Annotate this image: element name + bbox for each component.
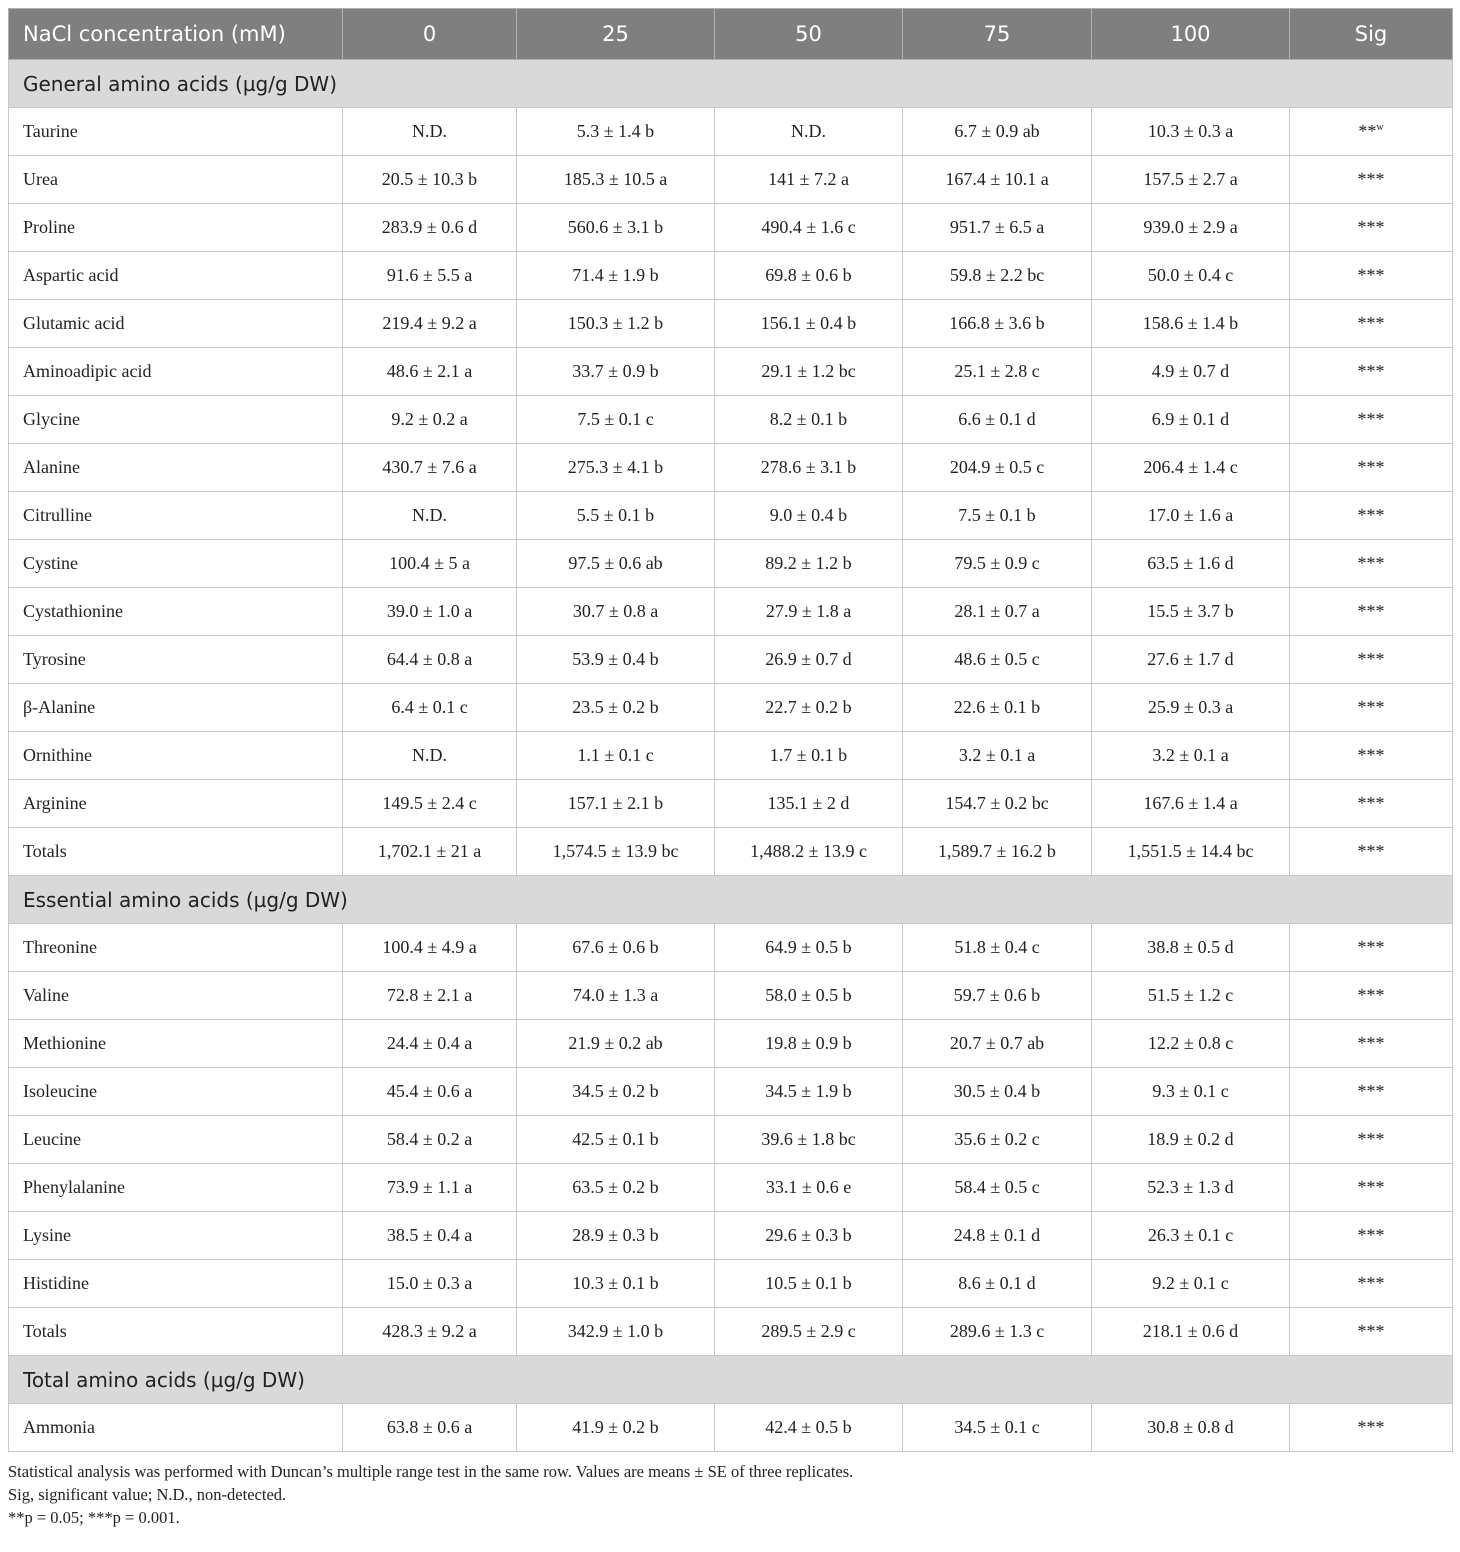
sig-value: *** [1357, 505, 1385, 525]
value-cell: 20.5 ± 10.3 b [343, 156, 517, 204]
table-row [9, 252, 1453, 300]
value-cell: 7.5 ± 0.1 c [517, 396, 715, 444]
sig-cell [1290, 204, 1453, 252]
sig-cell [1290, 924, 1453, 972]
sig-cell [1290, 492, 1453, 540]
amino-acid-name: Ornithine [9, 732, 343, 780]
sig-cell [1290, 1260, 1453, 1308]
value-cell: 97.5 ± 0.6 ab [517, 540, 715, 588]
table-row [9, 396, 1453, 444]
sig-cell [1290, 108, 1453, 156]
value-cell: N.D. [715, 108, 903, 156]
table-row [9, 828, 1453, 876]
table-row [9, 492, 1453, 540]
value-cell: 18.9 ± 0.2 d [1092, 1116, 1290, 1164]
value-cell: 64.9 ± 0.5 b [715, 924, 903, 972]
value-cell: 100.4 ± 4.9 a [343, 924, 517, 972]
sig-value: *** [1357, 1033, 1385, 1053]
amino-acid-name: Totals [9, 828, 343, 876]
section-title: General amino acids (µg/g DW) [9, 60, 1453, 108]
header-25-mm: 25 [517, 9, 715, 60]
value-cell: 72.8 ± 2.1 a [343, 972, 517, 1020]
sig-value: *** [1357, 361, 1385, 381]
value-cell: 135.1 ± 2 d [715, 780, 903, 828]
value-cell: 149.5 ± 2.4 c [343, 780, 517, 828]
sig-cell [1290, 348, 1453, 396]
amino-acid-name: Ammonia [9, 1404, 343, 1452]
value-cell: 560.6 ± 3.1 b [517, 204, 715, 252]
value-cell: 51.5 ± 1.2 c [1092, 972, 1290, 1020]
sig-value: *** [1357, 457, 1385, 477]
sig-value: *** [1357, 1417, 1385, 1437]
value-cell: 1,702.1 ± 21 a [343, 828, 517, 876]
table-row [9, 300, 1453, 348]
sig-cell [1290, 828, 1453, 876]
value-cell: 430.7 ± 7.6 a [343, 444, 517, 492]
sig-cell [1290, 300, 1453, 348]
header-50-mm: 50 [715, 9, 903, 60]
sig-value: *** [1357, 217, 1385, 237]
amino-acid-name: Valine [9, 972, 343, 1020]
value-cell: 6.4 ± 0.1 c [343, 684, 517, 732]
sig-cell [1290, 732, 1453, 780]
section-title: Essential amino acids (µg/g DW) [9, 876, 1453, 924]
value-cell: 63.8 ± 0.6 a [343, 1404, 517, 1452]
sig-value: *** [1357, 841, 1385, 861]
value-cell: 50.0 ± 0.4 c [1092, 252, 1290, 300]
value-cell: 9.3 ± 0.1 c [1092, 1068, 1290, 1116]
table-row [9, 588, 1453, 636]
table-row [9, 1260, 1453, 1308]
value-cell: 157.1 ± 2.1 b [517, 780, 715, 828]
section-title: Total amino acids (µg/g DW) [9, 1356, 1453, 1404]
sig-value: *** [1357, 169, 1385, 189]
value-cell: 48.6 ± 0.5 c [903, 636, 1092, 684]
value-cell: 3.2 ± 0.1 a [903, 732, 1092, 780]
value-cell: 10.5 ± 0.1 b [715, 1260, 903, 1308]
value-cell: 69.8 ± 0.6 b [715, 252, 903, 300]
value-cell: 42.5 ± 0.1 b [517, 1116, 715, 1164]
value-cell: 9.0 ± 0.4 b [715, 492, 903, 540]
value-cell: 34.5 ± 1.9 b [715, 1068, 903, 1116]
sig-cell [1290, 588, 1453, 636]
value-cell: 428.3 ± 9.2 a [343, 1308, 517, 1356]
value-cell: 278.6 ± 3.1 b [715, 444, 903, 492]
sig-cell [1290, 1404, 1453, 1452]
amino-acid-name: Arginine [9, 780, 343, 828]
sig-value: *** [1357, 649, 1385, 669]
section-header-row [9, 60, 1453, 108]
value-cell: 30.5 ± 0.4 b [903, 1068, 1092, 1116]
value-cell: 67.6 ± 0.6 b [517, 924, 715, 972]
value-cell: 141 ± 7.2 a [715, 156, 903, 204]
table-row [9, 156, 1453, 204]
table-header-row [9, 9, 1453, 60]
value-cell: 34.5 ± 0.1 c [903, 1404, 1092, 1452]
value-cell: 24.8 ± 0.1 d [903, 1212, 1092, 1260]
section-header-row [9, 1356, 1453, 1404]
amino-acid-table [8, 8, 1453, 1452]
value-cell: 5.5 ± 0.1 b [517, 492, 715, 540]
sig-value: *** [1357, 1177, 1385, 1197]
value-cell: 289.6 ± 1.3 c [903, 1308, 1092, 1356]
sig-value: *** [1357, 601, 1385, 621]
sig-cell [1290, 252, 1453, 300]
value-cell: 63.5 ± 1.6 d [1092, 540, 1290, 588]
value-cell: 283.9 ± 0.6 d [343, 204, 517, 252]
sig-value: *** [1357, 1321, 1385, 1341]
value-cell: 26.9 ± 0.7 d [715, 636, 903, 684]
value-cell: 45.4 ± 0.6 a [343, 1068, 517, 1116]
value-cell: 73.9 ± 1.1 a [343, 1164, 517, 1212]
sig-cell [1290, 1020, 1453, 1068]
value-cell: 10.3 ± 0.1 b [517, 1260, 715, 1308]
amino-acid-name: Lysine [9, 1212, 343, 1260]
value-cell: 10.3 ± 0.3 a [1092, 108, 1290, 156]
table-row [9, 1164, 1453, 1212]
value-cell: 29.1 ± 1.2 bc [715, 348, 903, 396]
value-cell: 26.3 ± 0.1 c [1092, 1212, 1290, 1260]
value-cell: N.D. [343, 108, 517, 156]
value-cell: 59.7 ± 0.6 b [903, 972, 1092, 1020]
header-concentration: NaCl concentration (mM) [9, 9, 343, 60]
value-cell: 59.8 ± 2.2 bc [903, 252, 1092, 300]
value-cell: 29.6 ± 0.3 b [715, 1212, 903, 1260]
value-cell: 25.1 ± 2.8 c [903, 348, 1092, 396]
sig-superscript: w [1376, 122, 1384, 133]
value-cell: 48.6 ± 2.1 a [343, 348, 517, 396]
table-row [9, 348, 1453, 396]
table-row [9, 1404, 1453, 1452]
amino-acid-name: Tyrosine [9, 636, 343, 684]
table-row [9, 636, 1453, 684]
value-cell: N.D. [343, 732, 517, 780]
value-cell: 21.9 ± 0.2 ab [517, 1020, 715, 1068]
amino-acid-name: Histidine [9, 1260, 343, 1308]
table-row [9, 972, 1453, 1020]
value-cell: 157.5 ± 2.7 a [1092, 156, 1290, 204]
table-row [9, 540, 1453, 588]
value-cell: 9.2 ± 0.2 a [343, 396, 517, 444]
value-cell: 5.3 ± 1.4 b [517, 108, 715, 156]
value-cell: 23.5 ± 0.2 b [517, 684, 715, 732]
header-75-mm: 75 [903, 9, 1092, 60]
header-0-mm: 0 [343, 9, 517, 60]
value-cell: 63.5 ± 0.2 b [517, 1164, 715, 1212]
sig-cell [1290, 1212, 1453, 1260]
value-cell: 9.2 ± 0.1 c [1092, 1260, 1290, 1308]
value-cell: 167.6 ± 1.4 a [1092, 780, 1290, 828]
value-cell: 7.5 ± 0.1 b [903, 492, 1092, 540]
value-cell: 71.4 ± 1.9 b [517, 252, 715, 300]
value-cell: 1,589.7 ± 16.2 b [903, 828, 1092, 876]
value-cell: 89.2 ± 1.2 b [715, 540, 903, 588]
value-cell: 156.1 ± 0.4 b [715, 300, 903, 348]
footnote-significance: **p = 0.05; ***p = 0.001. [8, 1508, 180, 1527]
value-cell: 39.6 ± 1.8 bc [715, 1116, 903, 1164]
value-cell: 38.8 ± 0.5 d [1092, 924, 1290, 972]
value-cell: 34.5 ± 0.2 b [517, 1068, 715, 1116]
value-cell: 74.0 ± 1.3 a [517, 972, 715, 1020]
amino-acid-name: Threonine [9, 924, 343, 972]
value-cell: 219.4 ± 9.2 a [343, 300, 517, 348]
table-row [9, 1068, 1453, 1116]
footnotes [8, 1460, 1452, 1529]
value-cell: 27.9 ± 1.8 a [715, 588, 903, 636]
value-cell: 33.1 ± 0.6 e [715, 1164, 903, 1212]
value-cell: 1.7 ± 0.1 b [715, 732, 903, 780]
table-row [9, 924, 1453, 972]
value-cell: 1,574.5 ± 13.9 bc [517, 828, 715, 876]
sig-value: *** [1357, 1273, 1385, 1293]
value-cell: 91.6 ± 5.5 a [343, 252, 517, 300]
value-cell: N.D. [343, 492, 517, 540]
sig-value: *** [1357, 1081, 1385, 1101]
sig-value: *** [1357, 1129, 1385, 1149]
amino-acid-name: Aminoadipic acid [9, 348, 343, 396]
sig-value: *** [1357, 313, 1385, 333]
value-cell: 8.6 ± 0.1 d [903, 1260, 1092, 1308]
value-cell: 22.7 ± 0.2 b [715, 684, 903, 732]
value-cell: 64.4 ± 0.8 a [343, 636, 517, 684]
value-cell: 939.0 ± 2.9 a [1092, 204, 1290, 252]
sig-cell [1290, 444, 1453, 492]
table-body [9, 60, 1453, 1452]
value-cell: 30.7 ± 0.8 a [517, 588, 715, 636]
value-cell: 79.5 ± 0.9 c [903, 540, 1092, 588]
value-cell: 289.5 ± 2.9 c [715, 1308, 903, 1356]
table-row [9, 204, 1453, 252]
amino-acid-name: Proline [9, 204, 343, 252]
amino-acid-name: Glutamic acid [9, 300, 343, 348]
value-cell: 185.3 ± 10.5 a [517, 156, 715, 204]
value-cell: 218.1 ± 0.6 d [1092, 1308, 1290, 1356]
amino-acid-name: Leucine [9, 1116, 343, 1164]
value-cell: 167.4 ± 10.1 a [903, 156, 1092, 204]
value-cell: 12.2 ± 0.8 c [1092, 1020, 1290, 1068]
value-cell: 6.7 ± 0.9 ab [903, 108, 1092, 156]
value-cell: 33.7 ± 0.9 b [517, 348, 715, 396]
sig-cell [1290, 156, 1453, 204]
section-header-row [9, 876, 1453, 924]
value-cell: 206.4 ± 1.4 c [1092, 444, 1290, 492]
sig-cell [1290, 636, 1453, 684]
sig-cell [1290, 1164, 1453, 1212]
amino-acid-name: Totals [9, 1308, 343, 1356]
value-cell: 3.2 ± 0.1 a [1092, 732, 1290, 780]
value-cell: 30.8 ± 0.8 d [1092, 1404, 1290, 1452]
sig-value: *** [1357, 553, 1385, 573]
value-cell: 6.6 ± 0.1 d [903, 396, 1092, 444]
amino-acid-name: Cystathionine [9, 588, 343, 636]
value-cell: 4.9 ± 0.7 d [1092, 348, 1290, 396]
table-row [9, 1020, 1453, 1068]
sig-value: *** [1357, 1225, 1385, 1245]
value-cell: 6.9 ± 0.1 d [1092, 396, 1290, 444]
sig-cell [1290, 1116, 1453, 1164]
table-row [9, 732, 1453, 780]
sig-cell [1290, 780, 1453, 828]
value-cell: 22.6 ± 0.1 b [903, 684, 1092, 732]
value-cell: 28.1 ± 0.7 a [903, 588, 1092, 636]
amino-acid-name: Glycine [9, 396, 343, 444]
sig-cell [1290, 1068, 1453, 1116]
sig-cell [1290, 540, 1453, 588]
table-row [9, 108, 1453, 156]
header-sig: Sig [1290, 9, 1453, 60]
value-cell: 1,551.5 ± 14.4 bc [1092, 828, 1290, 876]
value-cell: 19.8 ± 0.9 b [715, 1020, 903, 1068]
value-cell: 166.8 ± 3.6 b [903, 300, 1092, 348]
sig-value: *** [1357, 745, 1385, 765]
amino-acid-name: Isoleucine [9, 1068, 343, 1116]
value-cell: 150.3 ± 1.2 b [517, 300, 715, 348]
sig-value: *** [1357, 697, 1385, 717]
table-row [9, 444, 1453, 492]
amino-acid-name: Cystine [9, 540, 343, 588]
value-cell: 15.5 ± 3.7 b [1092, 588, 1290, 636]
value-cell: 53.9 ± 0.4 b [517, 636, 715, 684]
sig-cell [1290, 1308, 1453, 1356]
value-cell: 38.5 ± 0.4 a [343, 1212, 517, 1260]
table-row [9, 1116, 1453, 1164]
sig-value: *** [1357, 265, 1385, 285]
table-row [9, 1308, 1453, 1356]
value-cell: 154.7 ± 0.2 bc [903, 780, 1092, 828]
value-cell: 275.3 ± 4.1 b [517, 444, 715, 492]
value-cell: 100.4 ± 5 a [343, 540, 517, 588]
table-row [9, 1212, 1453, 1260]
sig-value: *** [1357, 793, 1385, 813]
sig-value: *** [1357, 409, 1385, 429]
value-cell: 35.6 ± 0.2 c [903, 1116, 1092, 1164]
sig-value: *** [1357, 985, 1385, 1005]
amino-acid-name: Urea [9, 156, 343, 204]
amino-acid-name: Alanine [9, 444, 343, 492]
value-cell: 158.6 ± 1.4 b [1092, 300, 1290, 348]
sig-value: *** [1357, 937, 1385, 957]
value-cell: 41.9 ± 0.2 b [517, 1404, 715, 1452]
value-cell: 15.0 ± 0.3 a [343, 1260, 517, 1308]
value-cell: 52.3 ± 1.3 d [1092, 1164, 1290, 1212]
amino-acid-name: β-Alanine [9, 684, 343, 732]
amino-acid-name: Methionine [9, 1020, 343, 1068]
sig-cell [1290, 396, 1453, 444]
value-cell: 20.7 ± 0.7 ab [903, 1020, 1092, 1068]
value-cell: 58.4 ± 0.2 a [343, 1116, 517, 1164]
value-cell: 204.9 ± 0.5 c [903, 444, 1092, 492]
value-cell: 342.9 ± 1.0 b [517, 1308, 715, 1356]
value-cell: 58.4 ± 0.5 c [903, 1164, 1092, 1212]
amino-acid-name: Aspartic acid [9, 252, 343, 300]
header-100-mm: 100 [1092, 9, 1290, 60]
amino-acid-name: Taurine [9, 108, 343, 156]
sig-cell [1290, 684, 1453, 732]
value-cell: 24.4 ± 0.4 a [343, 1020, 517, 1068]
amino-acid-name: Citrulline [9, 492, 343, 540]
table-row [9, 780, 1453, 828]
value-cell: 58.0 ± 0.5 b [715, 972, 903, 1020]
value-cell: 27.6 ± 1.7 d [1092, 636, 1290, 684]
value-cell: 28.9 ± 0.3 b [517, 1212, 715, 1260]
footnote-statistics: Statistical analysis was performed with Duncan’s multiple range test in the same row. Values are means ± SE of three replicates. [8, 1462, 854, 1481]
amino-acid-name: Phenylalanine [9, 1164, 343, 1212]
sig-value: ** [1358, 121, 1377, 141]
value-cell: 25.9 ± 0.3 a [1092, 684, 1290, 732]
value-cell: 51.8 ± 0.4 c [903, 924, 1092, 972]
value-cell: 951.7 ± 6.5 a [903, 204, 1092, 252]
table-row [9, 684, 1453, 732]
footnote-abbreviations: Sig, significant value; N.D., non-detected. [8, 1485, 287, 1504]
value-cell: 1,488.2 ± 13.9 c [715, 828, 903, 876]
table-container [8, 8, 1452, 1529]
value-cell: 39.0 ± 1.0 a [343, 588, 517, 636]
value-cell: 490.4 ± 1.6 c [715, 204, 903, 252]
value-cell: 42.4 ± 0.5 b [715, 1404, 903, 1452]
sig-cell [1290, 972, 1453, 1020]
value-cell: 8.2 ± 0.1 b [715, 396, 903, 444]
value-cell: 1.1 ± 0.1 c [517, 732, 715, 780]
value-cell: 17.0 ± 1.6 a [1092, 492, 1290, 540]
